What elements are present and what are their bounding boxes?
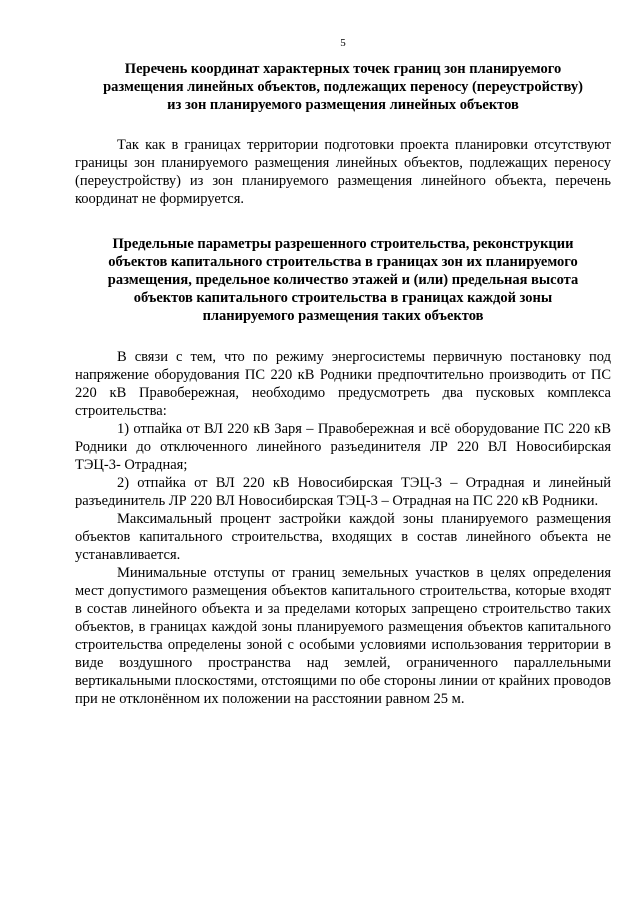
- paragraph-intro: В связи с тем, что по режиму энергосистемы первичную постановку под напряжение оборудования ПС 220 кВ Родники предпочтительно производить от ПС 220 кВ Правобережная, необходимо предусмотреть два пусковых комплекса строительства:: [75, 349, 611, 419]
- paragraph-item-2: 2) отпайка от ВЛ 220 кВ Новосибирская ТЭЦ-3 – Отрадная и линейный разъединитель ЛР 220 ВЛ Новосибирская ТЭЦ-3 – Отрадная на ПС 220 кВ Родники.: [75, 475, 611, 509]
- document-page: [75, 36, 611, 708]
- page-number: 5: [340, 37, 346, 49]
- section-heading-coordinates: Перечень координат характерных точек границ зон планируемого размещения линейных объектов, подлежащих переносу (переустройству) из зон планируемого размещения линейных объектов: [103, 61, 583, 113]
- paragraph-item-1: 1) отпайка от ВЛ 220 кВ Заря – Правобережная и всё оборудование ПС 220 кВ Родники до отключенного линейного разъединителя ЛР 220 ВЛ Новосибирская ТЭЦ-3- Отрадная;: [75, 421, 611, 473]
- paragraph-coordinates: Так как в границах территории подготовки проекта планировки отсутствуют границы зон планируемого размещения линейных объектов, подлежащих переносу (переустройству) из зон планируемого размещения линейного объекта, перечень координат не формируется.: [75, 137, 611, 207]
- paragraph-min-offsets: Минимальные отступы от границ земельных участков в целях определения мест допустимого размещения объектов капитального строительства, которые входят в состав линейного объекта и за пределами которых запрещено строительство таких объектов, в границах каждой зоны планируемого размещения объектов капитального строительства определены зоной с особыми условиями использования территории в виде воздушного пространства над землей, ограниченного параллельными вертикальными плоскостями, отстоящими по обе стороны линии от крайних проводов при не отклонённом их положении на расстоянии равном 25 м.: [75, 565, 611, 707]
- section-heading-parameters: Предельные параметры разрешенного строительства, реконструкции объектов капитального строительства в границах зон их планируемого размещения, предельное количество этажей и (или) предельная высота объектов капитального строительства в границах каждой зоны планируемого размещения таких объектов: [107, 236, 579, 324]
- paragraph-max-percent: Максимальный процент застройки каждой зоны планируемого размещения объектов капитального строительства, входящих в состав линейного объекта не устанавливается.: [75, 511, 611, 563]
